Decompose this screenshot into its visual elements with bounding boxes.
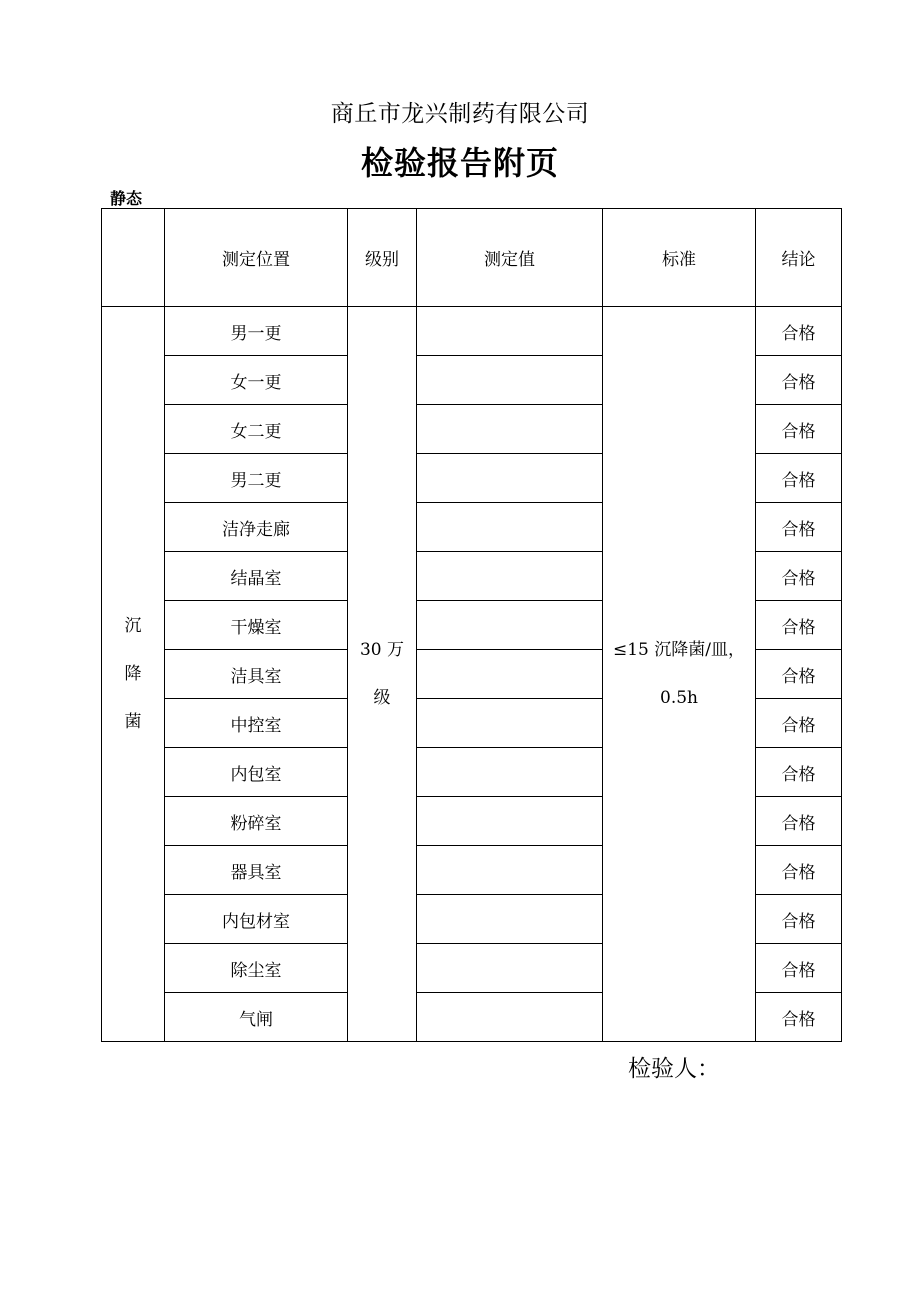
location-cell: 男二更 [165, 454, 348, 503]
location-cell: 粉碎室 [165, 797, 348, 846]
result-cell: 合格 [756, 797, 842, 846]
value-cell [417, 650, 603, 699]
table-row [102, 307, 842, 356]
value-cell [417, 993, 603, 1042]
page-title: 检验报告附页 [360, 144, 559, 182]
value-cell [417, 944, 603, 993]
category-cell [102, 307, 165, 1042]
result-cell: 合格 [756, 846, 842, 895]
result-cell: 合格 [756, 895, 842, 944]
standard-line: 0.5h [660, 688, 698, 708]
location-cell: 干燥室 [165, 601, 348, 650]
value-cell [417, 601, 603, 650]
inspection-table [101, 208, 842, 1042]
table-body [102, 307, 842, 1042]
value-cell [417, 699, 603, 748]
company-name: 商丘市龙兴制药有限公司 [330, 101, 590, 127]
header-grade: 级别 [348, 209, 417, 307]
value-cell [417, 307, 603, 356]
value-cell [417, 748, 603, 797]
result-cell: 合格 [756, 503, 842, 552]
location-cell: 洁净走廊 [165, 503, 348, 552]
location-cell: 内包室 [165, 748, 348, 797]
result-cell: 合格 [756, 454, 842, 503]
header-result: 结论 [756, 209, 842, 307]
category-char: 菌 [124, 712, 142, 732]
location-cell: 女一更 [165, 356, 348, 405]
header-value: 测定值 [417, 209, 603, 307]
value-cell [417, 503, 603, 552]
location-cell: 洁具室 [165, 650, 348, 699]
result-cell: 合格 [756, 944, 842, 993]
value-cell [417, 895, 603, 944]
grade-line: 30 万 [359, 640, 405, 660]
location-cell: 器具室 [165, 846, 348, 895]
location-cell: 除尘室 [165, 944, 348, 993]
result-cell: 合格 [756, 405, 842, 454]
grade-cell [348, 307, 417, 1042]
category-char: 沉 [124, 616, 142, 636]
table-header-row [102, 209, 842, 307]
location-cell: 结晶室 [165, 552, 348, 601]
header-category [102, 209, 165, 307]
result-cell: 合格 [756, 699, 842, 748]
location-cell: 女二更 [165, 405, 348, 454]
location-cell: 内包材室 [165, 895, 348, 944]
location-cell: 中控室 [165, 699, 348, 748]
result-cell: 合格 [756, 650, 842, 699]
result-cell: 合格 [756, 601, 842, 650]
value-cell [417, 454, 603, 503]
location-cell: 气闸 [165, 993, 348, 1042]
result-cell: 合格 [756, 748, 842, 797]
value-cell [417, 552, 603, 601]
grade-line: 级 [373, 688, 391, 708]
result-cell: 合格 [756, 356, 842, 405]
value-cell [417, 797, 603, 846]
value-cell [417, 356, 603, 405]
location-cell: 男一更 [165, 307, 348, 356]
result-cell: 合格 [756, 307, 842, 356]
inspector-label: 检验人： [628, 1056, 720, 1082]
header-location: 测定位置 [165, 209, 348, 307]
category-char: 降 [124, 664, 142, 684]
header-standard: 标准 [603, 209, 756, 307]
value-cell [417, 846, 603, 895]
state-label: 静态 [110, 189, 143, 208]
result-cell: 合格 [756, 993, 842, 1042]
standard-line: ≤15 沉降菌/皿， [612, 640, 745, 660]
standard-cell [603, 307, 756, 1042]
value-cell [417, 405, 603, 454]
result-cell: 合格 [756, 552, 842, 601]
